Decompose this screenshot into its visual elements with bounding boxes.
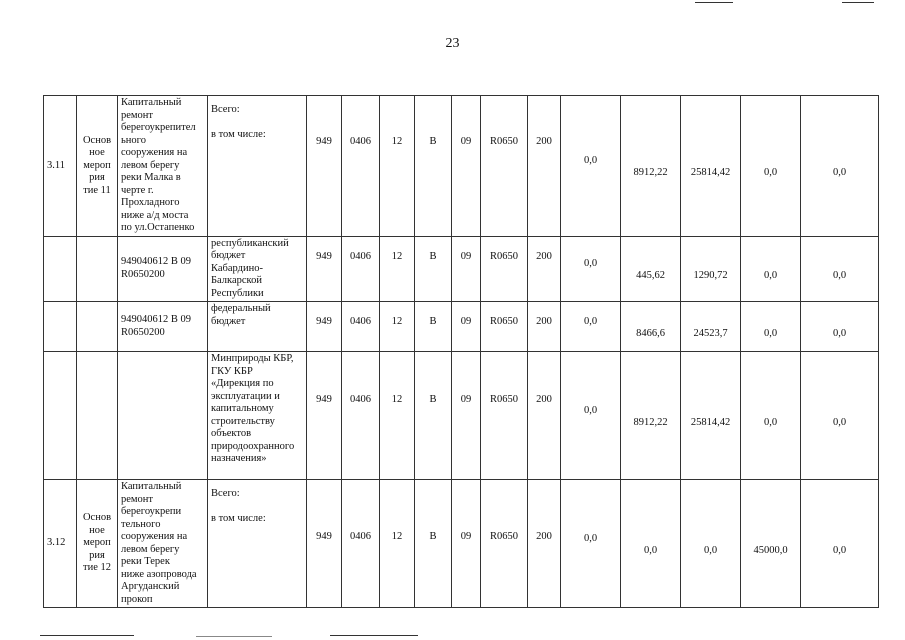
- funding-source-line: [211, 117, 303, 130]
- expense-type-code-cell: 200: [528, 236, 561, 302]
- measure-code-cell: 09: [452, 480, 481, 608]
- direction-code-cell: R0650: [481, 96, 528, 237]
- grbs-code-cell: 949: [307, 352, 342, 480]
- event-name-line: Капитальный: [121, 97, 182, 108]
- measure-code-cell: 09: [452, 352, 481, 480]
- amount-cell-5: 0,0: [801, 480, 879, 608]
- amount-cell-5: 0,0: [801, 96, 879, 237]
- row-number-cell: [44, 352, 77, 480]
- scan-artifact-line: [842, 2, 874, 3]
- amount-cell-1: 0,0: [561, 302, 621, 352]
- amount-cell-1: 0,0: [561, 236, 621, 302]
- funding-source-line: в том числе:: [211, 129, 266, 140]
- event-name-cell: [118, 96, 208, 237]
- measure-code-cell: 09: [452, 96, 481, 237]
- amount-cell-2: 8912,22: [621, 352, 681, 480]
- section-code-cell: 0406: [342, 302, 380, 352]
- funding-source-cell: [208, 236, 307, 302]
- amount-cell-4: 0,0: [741, 352, 801, 480]
- event-name-line: 949040612 В 09: [121, 314, 192, 325]
- amount-cell-2: 8912,22: [621, 96, 681, 237]
- amount-cell-3: 1290,72: [681, 236, 741, 302]
- event-name-line: левом берегу: [121, 159, 180, 171]
- funding-source-line: природоохранного: [211, 440, 295, 452]
- budget-table: [43, 95, 879, 608]
- event-type-cell: [77, 352, 118, 480]
- funding-source-line: эксплуатации и: [211, 390, 280, 402]
- event-name-line: сооружения на: [121, 147, 188, 158]
- program-code-cell: 12: [380, 352, 415, 480]
- event-name-line: черте г.: [121, 184, 154, 196]
- direction-code-cell: R0650: [481, 480, 528, 608]
- subprogram-code-cell: В: [415, 302, 452, 352]
- event-type-line: Основ: [82, 512, 112, 524]
- funding-source-line: капитальному: [211, 403, 274, 414]
- amount-cell-5: 0,0: [801, 352, 879, 480]
- amount-cell-3: 24523,7: [681, 302, 741, 352]
- event-type-line: ное: [89, 147, 105, 158]
- row-number-cell: [44, 236, 77, 302]
- event-type-line: ное: [89, 524, 105, 536]
- section-code-cell: 0406: [342, 480, 380, 608]
- footer-line: [40, 635, 134, 636]
- amount-cell-5: 0,0: [801, 236, 879, 302]
- section-code-cell: 0406: [342, 352, 380, 480]
- event-type-line: мероп: [83, 159, 111, 171]
- direction-code-cell: R0650: [481, 352, 528, 480]
- event-type-cell: [77, 236, 118, 302]
- funding-source-line: Балкарской: [211, 275, 262, 286]
- event-name-line: реки Малка в: [121, 172, 181, 183]
- funding-source-line: бюджет: [211, 250, 246, 261]
- measure-code-cell: 09: [452, 236, 481, 302]
- table-row: [44, 480, 879, 608]
- event-name-cell: [118, 302, 208, 352]
- event-type-line: Основ: [82, 134, 112, 146]
- event-type-line: тие 12: [83, 562, 111, 574]
- section-code-cell: 0406: [342, 96, 380, 237]
- event-type-line: тие 11: [83, 184, 111, 196]
- funding-source-line: Кабардино-: [211, 262, 263, 274]
- amount-cell-4: 45000,0: [741, 480, 801, 608]
- program-code-cell: 12: [380, 302, 415, 352]
- subprogram-code-cell: В: [415, 236, 452, 302]
- table-row: [44, 96, 879, 237]
- event-name-cell: [118, 480, 208, 608]
- funding-source-line: «Дирекция по: [211, 378, 274, 389]
- funding-source-line: бюджет: [211, 315, 246, 327]
- grbs-code-cell: 949: [307, 480, 342, 608]
- amount-cell-3: 25814,42: [681, 96, 741, 237]
- funding-source-line: назначения»: [211, 453, 267, 464]
- event-name-line: тельного: [121, 518, 161, 530]
- funding-source-cell: [208, 352, 307, 480]
- event-name-line: Прохладного: [121, 197, 180, 208]
- event-name-line: Аргуданский: [121, 581, 180, 592]
- footer-line: [196, 636, 272, 637]
- event-name-line: ниже а/д моста: [121, 209, 189, 221]
- amount-cell-2: 8466,6: [621, 302, 681, 352]
- funding-source-line: Минприроды КБР,: [211, 353, 294, 364]
- event-name-line: сооружения на: [121, 531, 188, 542]
- table-row: [44, 302, 879, 352]
- expense-type-code-cell: 200: [528, 96, 561, 237]
- event-name-line: ниже азопровода: [121, 568, 197, 580]
- event-name-line: ьного: [121, 134, 146, 146]
- page-number: 23: [445, 36, 460, 51]
- table-row: [44, 236, 879, 302]
- amount-cell-5: 0,0: [801, 302, 879, 352]
- funding-source-line: строительству: [211, 415, 275, 427]
- expense-type-code-cell: 200: [528, 352, 561, 480]
- program-code-cell: 12: [380, 480, 415, 608]
- subprogram-code-cell: В: [415, 96, 452, 237]
- event-name-cell: [118, 352, 208, 480]
- amount-cell-1: 0,0: [561, 480, 621, 608]
- event-name-line: R0650200: [121, 268, 165, 280]
- expense-type-code-cell: 200: [528, 480, 561, 608]
- funding-source-line: федеральный: [211, 303, 271, 314]
- funding-source-line: Всего:: [211, 104, 240, 115]
- amount-cell-3: 25814,42: [681, 352, 741, 480]
- funding-source-line: объектов: [211, 428, 252, 439]
- funding-source-line: Республики: [211, 287, 264, 299]
- amount-cell-4: 0,0: [741, 302, 801, 352]
- table-row: [44, 352, 879, 480]
- event-name-line: прокоп: [121, 593, 153, 605]
- event-name-line: берегоукрепи: [121, 506, 182, 517]
- amount-cell-1: 0,0: [561, 96, 621, 237]
- program-code-cell: 12: [380, 236, 415, 302]
- subprogram-code-cell: В: [415, 480, 452, 608]
- event-type-line: мероп: [83, 537, 111, 549]
- funding-source-line: ГКУ КБР: [211, 365, 253, 377]
- amount-cell-2: 0,0: [621, 480, 681, 608]
- event-type-cell: [77, 96, 118, 237]
- row-number-cell: [44, 302, 77, 352]
- funding-source-line: Всего:: [211, 488, 240, 499]
- subprogram-code-cell: В: [415, 352, 452, 480]
- footer-line: [330, 635, 418, 636]
- row-number-cell: 3.11: [44, 96, 77, 237]
- amount-cell-2: 445,62: [621, 236, 681, 302]
- grbs-code-cell: 949: [307, 302, 342, 352]
- event-type-line: рия: [89, 172, 105, 183]
- event-name-line: по ул.Остапенко: [121, 222, 195, 233]
- event-name-line: ремонт: [121, 109, 154, 121]
- event-name-line: 949040612 В 09: [121, 256, 192, 268]
- row-number-cell: 3.12: [44, 480, 77, 608]
- event-type-line: рия: [89, 549, 105, 561]
- expense-type-code-cell: 200: [528, 302, 561, 352]
- amount-cell-1: 0,0: [561, 352, 621, 480]
- measure-code-cell: 09: [452, 302, 481, 352]
- funding-source-line: [211, 501, 303, 514]
- direction-code-cell: R0650: [481, 302, 528, 352]
- event-name-line: R0650200: [121, 326, 165, 338]
- program-code-cell: 12: [380, 96, 415, 237]
- amount-cell-4: 0,0: [741, 96, 801, 237]
- scan-artifact-line: [695, 2, 733, 3]
- grbs-code-cell: 949: [307, 96, 342, 237]
- event-name-line: ремонт: [121, 493, 154, 505]
- direction-code-cell: R0650: [481, 236, 528, 302]
- funding-source-cell: [208, 302, 307, 352]
- section-code-cell: 0406: [342, 236, 380, 302]
- funding-source-line: в том числе:: [211, 513, 266, 524]
- event-name-line: берегоукрепител: [121, 122, 196, 133]
- funding-source-line: республиканский: [211, 237, 289, 249]
- funding-source-cell: [208, 96, 307, 237]
- event-name-cell: [118, 236, 208, 302]
- event-type-cell: [77, 302, 118, 352]
- funding-source-cell: [208, 480, 307, 608]
- grbs-code-cell: 949: [307, 236, 342, 302]
- amount-cell-3: 0,0: [681, 480, 741, 608]
- event-type-cell: [77, 480, 118, 608]
- event-name-line: Капитальный: [121, 481, 182, 492]
- event-name-line: левом берегу: [121, 543, 180, 555]
- amount-cell-4: 0,0: [741, 236, 801, 302]
- event-name-line: реки Терек: [121, 556, 170, 567]
